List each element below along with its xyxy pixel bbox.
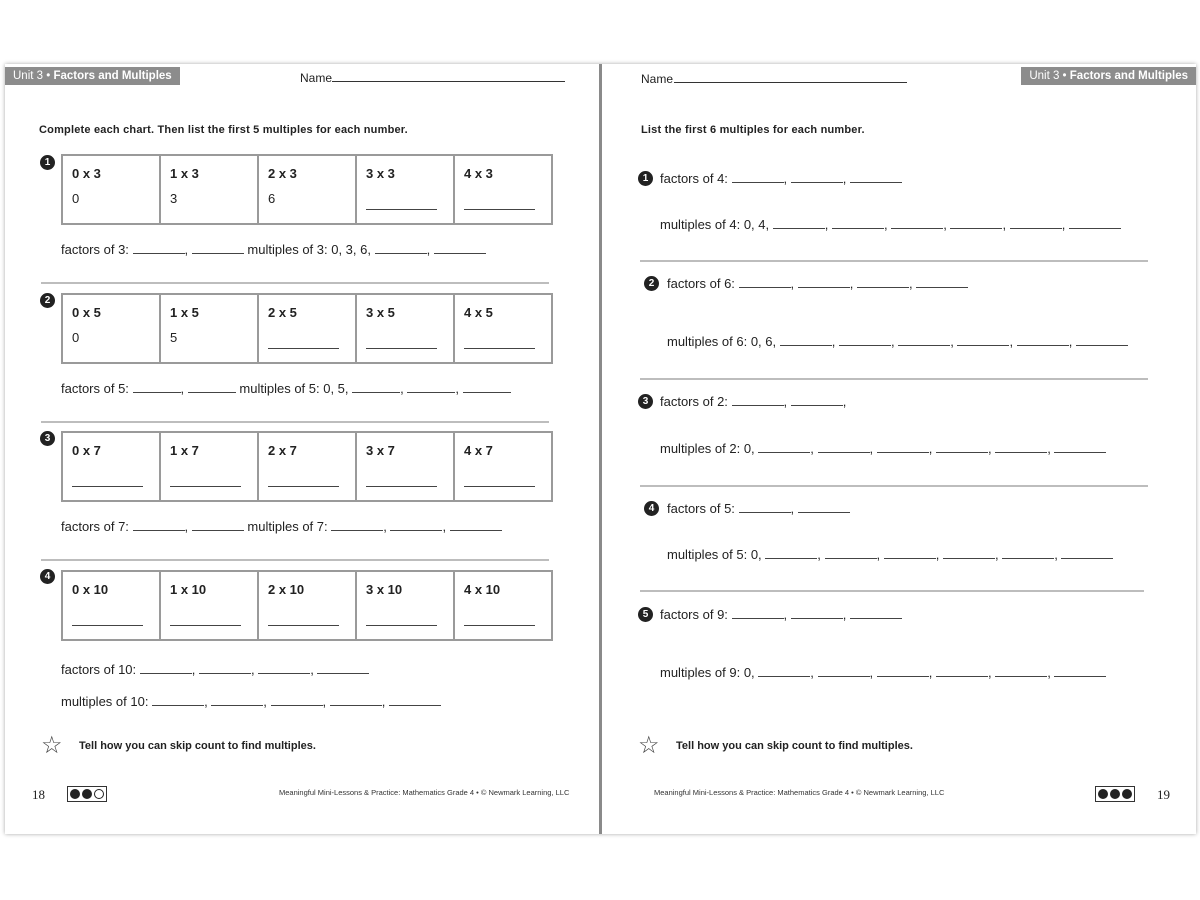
multiples-line: multiples of 10: , , , , (61, 694, 441, 709)
answer-blank[interactable] (133, 392, 181, 393)
dot-filled (1110, 789, 1120, 799)
cell-equation: 4 x 5 (464, 305, 493, 320)
cell-equation: 2 x 10 (268, 582, 305, 597)
name-label: Name (641, 72, 674, 86)
chart-cell (258, 432, 356, 501)
factors-label: factors of 5: (667, 501, 735, 516)
multiples-line: multiples of 2: 0, , , , , , (660, 441, 1106, 456)
problem-number: 1 (638, 171, 653, 186)
cell-equation: 2 x 7 (268, 443, 297, 458)
answer-blank[interactable] (133, 530, 185, 531)
right-page (602, 64, 1196, 834)
answer-blank[interactable] (818, 676, 870, 677)
difficulty-dots-icon (67, 786, 107, 802)
factors-label: factors of 10: (61, 662, 137, 677)
answer-blank[interactable] (188, 392, 236, 393)
problem-number: 2 (644, 276, 659, 291)
skip-count-prompt: Tell how you can skip count to find multiples. (79, 740, 316, 752)
dot-empty (94, 789, 104, 799)
cell-answer: 5 (170, 330, 178, 345)
cell-equation: 1 x 10 (170, 582, 207, 597)
answer-blank[interactable] (271, 705, 323, 706)
answer-blank[interactable] (1069, 228, 1121, 229)
answer-blank[interactable] (1002, 558, 1054, 559)
factors-line: factors of 2: , , (660, 394, 847, 409)
problem-number: 2 (40, 293, 55, 308)
chart-cell (62, 294, 160, 363)
answer-blank[interactable] (366, 486, 437, 487)
answer-blank[interactable] (192, 530, 244, 531)
answer-blank[interactable] (389, 705, 441, 706)
multiples-label: multiples of 5: 0, 5, (239, 381, 349, 396)
factors-multiples-line: factors of 5: , multiples of 5: 0, 5, , , (61, 381, 511, 396)
chart-cell (62, 155, 160, 224)
answer-blank[interactable] (732, 405, 784, 406)
unit-title: Factors and Multiples (53, 70, 172, 82)
factors-label: factors of 4: (660, 171, 728, 186)
cell-equation: 4 x 10 (464, 582, 501, 597)
section-divider (640, 590, 1144, 592)
cell-equation: 3 x 5 (366, 305, 395, 320)
answer-blank[interactable] (464, 486, 535, 487)
name-line[interactable] (332, 81, 565, 82)
answer-blank[interactable] (957, 345, 1009, 346)
answer-blank[interactable] (133, 253, 185, 254)
name-line[interactable] (674, 82, 907, 83)
answer-blank[interactable] (72, 625, 143, 626)
problem-number: 1 (40, 155, 55, 170)
answer-blank[interactable] (798, 287, 850, 288)
answer-blank[interactable] (825, 558, 877, 559)
name-label: Name (300, 71, 333, 85)
section-divider (640, 378, 1148, 380)
answer-blank[interactable] (995, 452, 1047, 453)
chart-cell (454, 155, 552, 224)
answer-blank[interactable] (464, 348, 535, 349)
multiples-line: multiples of 9: 0, , , , , , (660, 665, 1106, 680)
answer-blank[interactable] (140, 673, 192, 674)
star-icon: ☆ (638, 732, 660, 759)
cell-equation: 0 x 7 (72, 443, 101, 458)
answer-blank[interactable] (1054, 676, 1106, 677)
answer-blank[interactable] (884, 558, 936, 559)
unit-header-tag (5, 67, 180, 85)
chart-cell (356, 294, 454, 363)
chart-cell (356, 432, 454, 501)
cell-equation: 4 x 7 (464, 443, 493, 458)
answer-blank[interactable] (839, 345, 891, 346)
chart-cell (454, 571, 552, 640)
dot-filled (70, 789, 80, 799)
cell-equation: 2 x 5 (268, 305, 297, 320)
instructions: List the first 6 multiples for each number. (641, 124, 865, 136)
answer-blank[interactable] (732, 618, 784, 619)
factors-line: factors of 9: , , (660, 607, 902, 622)
chart-cell (454, 294, 552, 363)
answer-blank[interactable] (258, 673, 310, 674)
answer-blank[interactable] (850, 618, 902, 619)
problem-number: 4 (40, 569, 55, 584)
answer-blank[interactable] (366, 209, 437, 210)
multiplication-chart (61, 431, 553, 502)
answer-blank[interactable] (798, 512, 850, 513)
multiplication-chart (61, 293, 553, 364)
answer-blank[interactable] (791, 182, 843, 183)
instructions: Complete each chart. Then list the first 5 multiples for each number. (39, 124, 408, 136)
answer-blank[interactable] (375, 253, 427, 254)
chart-cell (62, 432, 160, 501)
answer-blank[interactable] (1054, 452, 1106, 453)
chart-cell (356, 571, 454, 640)
answer-blank[interactable] (936, 676, 988, 677)
multiples-label: multiples of 3: 0, 3, 6, (247, 242, 371, 257)
answer-blank[interactable] (152, 705, 204, 706)
factors-multiples-line: factors of 7: , multiples of 7: , , (61, 519, 502, 534)
answer-blank[interactable] (916, 287, 968, 288)
answer-blank[interactable] (950, 228, 1002, 229)
footer-credit: Meaningful Mini-Lessons & Practice: Mathematics Grade 4 • © Newmark Learning, LLC (279, 788, 570, 797)
section-divider (41, 282, 549, 284)
answer-blank[interactable] (317, 673, 369, 674)
cell-equation: 3 x 3 (366, 166, 395, 181)
dot-filled (1098, 789, 1108, 799)
unit-prefix: Unit 3 • (13, 70, 51, 82)
cell-equation: 0 x 10 (72, 582, 109, 597)
factors-label: factors of 5: (61, 381, 129, 396)
chart-cell (454, 432, 552, 501)
cell-equation: 4 x 3 (464, 166, 493, 181)
answer-blank[interactable] (857, 287, 909, 288)
multiples-label: multiples of 10: (61, 694, 149, 709)
answer-blank[interactable] (791, 618, 843, 619)
answer-blank[interactable] (780, 345, 832, 346)
answer-blank[interactable] (943, 558, 995, 559)
answer-blank[interactable] (732, 182, 784, 183)
skip-count-prompt: Tell how you can skip count to find multiples. (676, 740, 913, 752)
answer-blank[interactable] (791, 405, 843, 406)
answer-blank[interactable] (450, 530, 502, 531)
answer-blank[interactable] (464, 209, 535, 210)
section-divider (41, 559, 549, 561)
cell-answer: 3 (170, 191, 178, 206)
chart-cell (160, 571, 258, 640)
cell-equation: 0 x 5 (72, 305, 101, 320)
chart-cell (160, 432, 258, 501)
answer-blank[interactable] (773, 228, 825, 229)
chart-cell (258, 294, 356, 363)
dot-filled (1122, 789, 1132, 799)
answer-blank[interactable] (898, 345, 950, 346)
workbook-spread (5, 64, 1196, 834)
factors-label: factors of 6: (667, 276, 735, 291)
factors-line: factors of 10: , , , (61, 662, 369, 677)
answer-blank[interactable] (463, 392, 511, 393)
chart-cell (258, 571, 356, 640)
section-divider (640, 485, 1148, 487)
chart-cell (258, 155, 356, 224)
section-divider (640, 260, 1148, 262)
answer-blank[interactable] (464, 625, 535, 626)
factors-line: factors of 5: , (667, 501, 850, 516)
page-number: 19 (1157, 787, 1170, 802)
star-icon: ☆ (41, 732, 63, 759)
difficulty-dots-icon (1095, 786, 1135, 802)
footer-credit: Meaningful Mini-Lessons & Practice: Mathematics Grade 4 • © Newmark Learning, LLC (654, 788, 945, 797)
dot-filled (82, 789, 92, 799)
answer-blank[interactable] (199, 673, 251, 674)
chart-cell (62, 571, 160, 640)
left-page (5, 64, 599, 834)
answer-blank[interactable] (1076, 345, 1128, 346)
problem-number: 3 (638, 394, 653, 409)
answer-blank[interactable] (170, 486, 241, 487)
cell-equation: 3 x 10 (366, 582, 403, 597)
unit-title: Factors and Multiples (1069, 70, 1188, 82)
cell-equation: 2 x 3 (268, 166, 297, 181)
answer-blank[interactable] (268, 625, 339, 626)
unit-header-tag (1021, 67, 1196, 85)
factors-line: factors of 6: , , , (667, 276, 968, 291)
cell-equation: 1 x 5 (170, 305, 199, 320)
answer-blank[interactable] (331, 530, 383, 531)
multiples-line: multiples of 6: 0, 6, , , , , , (667, 334, 1128, 349)
answer-blank[interactable] (407, 392, 455, 393)
problem-number: 3 (40, 431, 55, 446)
factors-label: factors of 7: (61, 519, 129, 534)
answer-blank[interactable] (72, 486, 143, 487)
answer-blank[interactable] (330, 705, 382, 706)
answer-blank[interactable] (268, 348, 339, 349)
factors-label: factors of 2: (660, 394, 728, 409)
cell-equation: 1 x 3 (170, 166, 199, 181)
answer-blank[interactable] (765, 558, 817, 559)
factors-label: factors of 9: (660, 607, 728, 622)
answer-blank[interactable] (739, 512, 791, 513)
section-divider (41, 421, 549, 423)
answer-blank[interactable] (390, 530, 442, 531)
answer-blank[interactable] (352, 392, 400, 393)
answer-blank[interactable] (739, 287, 791, 288)
cell-answer: 0 (72, 191, 80, 206)
factors-label: factors of 3: (61, 242, 129, 257)
cell-answer: 0 (72, 330, 80, 345)
chart-cell (160, 155, 258, 224)
problem-number: 5 (638, 607, 653, 622)
cell-answer: 6 (268, 191, 276, 206)
answer-blank[interactable] (366, 625, 437, 626)
multiples-label: multiples of 7: (247, 519, 328, 534)
answer-blank[interactable] (891, 228, 943, 229)
multiples-label: multiples of 6: 0, 6, (667, 334, 777, 349)
answer-blank[interactable] (995, 676, 1047, 677)
answer-blank[interactable] (877, 452, 929, 453)
answer-blank[interactable] (758, 676, 810, 677)
factors-multiples-line: factors of 3: , multiples of 3: 0, 3, 6, , (61, 242, 486, 257)
answer-blank[interactable] (877, 676, 929, 677)
answer-blank[interactable] (366, 348, 437, 349)
answer-blank[interactable] (434, 253, 486, 254)
problem-number: 4 (644, 501, 659, 516)
answer-blank[interactable] (936, 452, 988, 453)
answer-blank[interactable] (170, 625, 241, 626)
cell-equation: 1 x 7 (170, 443, 199, 458)
answer-blank[interactable] (850, 182, 902, 183)
answer-blank[interactable] (268, 486, 339, 487)
multiples-line: multiples of 5: 0, , , , , , (667, 547, 1113, 562)
answer-blank[interactable] (758, 452, 810, 453)
answer-blank[interactable] (818, 452, 870, 453)
multiples-label: multiples of 4: 0, 4, (660, 217, 770, 232)
answer-blank[interactable] (1010, 228, 1062, 229)
multiplication-chart (61, 570, 553, 641)
cell-equation: 0 x 3 (72, 166, 101, 181)
chart-cell (160, 294, 258, 363)
answer-blank[interactable] (211, 705, 263, 706)
answer-blank[interactable] (192, 253, 244, 254)
answer-blank[interactable] (832, 228, 884, 229)
multiples-label: multiples of 9: 0, (660, 665, 755, 680)
multiplication-chart (61, 154, 553, 225)
multiples-label: multiples of 2: 0, (660, 441, 755, 456)
answer-blank[interactable] (1017, 345, 1069, 346)
answer-blank[interactable] (1061, 558, 1113, 559)
unit-prefix: Unit 3 • (1029, 70, 1067, 82)
page-number: 18 (32, 787, 45, 802)
chart-cell (356, 155, 454, 224)
multiples-label: multiples of 5: 0, (667, 547, 762, 562)
cell-equation: 3 x 7 (366, 443, 395, 458)
factors-line: factors of 4: , , (660, 171, 902, 186)
multiples-line: multiples of 4: 0, 4, , , , , , (660, 217, 1121, 232)
